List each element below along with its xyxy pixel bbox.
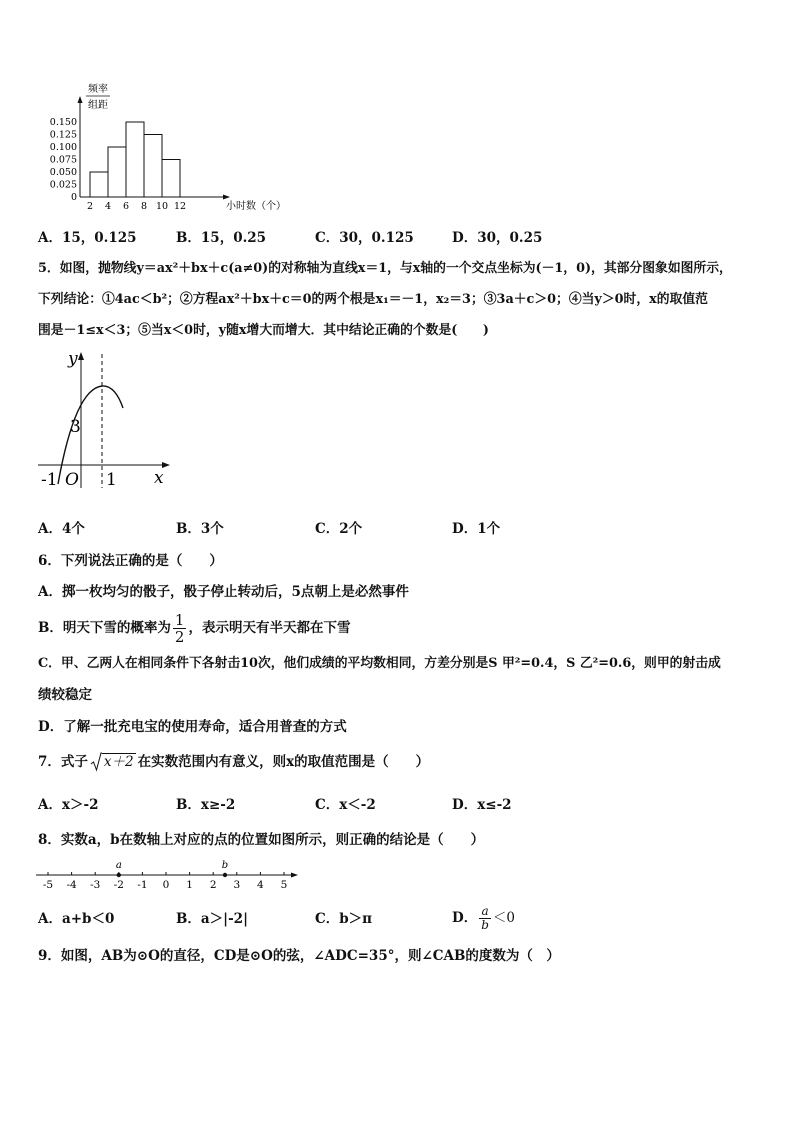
number-line-tick-label: -2: [113, 879, 124, 891]
parabola-y-label: y: [68, 349, 78, 369]
frequency-histogram: [40, 80, 286, 215]
point-b-label: b: [221, 860, 229, 871]
number-line: [36, 855, 298, 891]
q7-stem-post: 在实数范围内有意义，则x的取值范围是（ ）: [137, 754, 430, 770]
q7-option-d[interactable]: D．x≤-2: [452, 797, 512, 813]
histogram-xlabel: 小时数（个）: [226, 201, 286, 212]
histogram-x-tick-label: 12: [173, 201, 187, 212]
histogram-y-tick-label: 0.075: [49, 154, 77, 166]
q6-option-c-line2: 绩较稳定: [38, 687, 92, 703]
number-line-tick-label: 0: [162, 879, 170, 891]
parabola-three-label: 3: [70, 417, 81, 437]
q6-option-b[interactable]: [38, 611, 350, 645]
point-a-label: a: [115, 860, 122, 871]
histogram-bar: [108, 147, 126, 197]
histogram-ylabel-top: 频率: [88, 84, 108, 95]
q8-option-c[interactable]: C．b＞π: [315, 911, 373, 927]
q7-option-a[interactable]: A．x＞-2: [38, 797, 99, 813]
histogram-y-tick-label: 0.125: [49, 129, 77, 141]
q6-fraction-numerator: 1: [174, 610, 185, 629]
sqrt-radicand: x＋2: [103, 754, 134, 770]
histogram-x-arrow: [223, 195, 230, 200]
number-line-tick-label: 4: [257, 879, 264, 891]
number-line-tick-label: -1: [137, 879, 148, 891]
histogram-y-tick-label: 0: [70, 192, 77, 203]
q6-option-b-pre: B．明天下雪的概率为: [38, 620, 171, 636]
point-a-dot: [117, 873, 121, 877]
q5-option-b[interactable]: B．3个: [176, 521, 224, 537]
q8-option-d-fraction: [479, 905, 491, 932]
q6-stem: 6．下列说法正确的是（ ）: [38, 553, 223, 569]
q5-option-c[interactable]: C．2个: [315, 521, 363, 537]
histogram-x-tick-label: 6: [122, 201, 130, 212]
number-line-tick-label: -4: [66, 879, 77, 891]
q8-option-a[interactable]: A．a+b＜0: [38, 911, 115, 927]
q8-stem: 8．实数a，b在数轴上对应的点的位置如图所示，则正确的结论是（ ）: [38, 832, 485, 848]
histogram-y-arrow: [78, 96, 83, 103]
q8-option-d[interactable]: [452, 901, 515, 935]
number-line-tick-label: -5: [42, 879, 54, 891]
q9-stem: 9．如图，AB为⊙O的直径，CD是⊙O的弦，∠ADC=35°，则∠CAB的度数为（ ）: [38, 948, 560, 964]
q7-option-b[interactable]: B．x≥-2: [176, 797, 236, 813]
histogram-x-tick-label: 8: [140, 201, 148, 212]
histogram-y-tick-label: 0.050: [49, 167, 77, 178]
q5-stem-line1: 5．如图，抛物线y＝ax²＋bx＋c(a≠0)的对称轴为直线x＝1，与x轴的一个交点坐标为(－1，0)，其部分图象如图所示，: [38, 261, 732, 276]
q8-fraction-numerator: a: [481, 903, 489, 918]
q5-stem-line3: 围是－1≤x＜3；⑤当x＜0时，y随x增大而增大．其中结论正确的个数是( ): [38, 323, 489, 338]
number-line-tick-label: 1: [186, 879, 193, 891]
number-line-tick-label: -3: [90, 879, 101, 891]
q6-option-a[interactable]: A．掷一枚均匀的骰子，骰子停止转动后，5点朝上是必然事件: [38, 584, 409, 600]
q8-fraction-denominator: b: [481, 917, 489, 932]
histogram-bar: [144, 135, 162, 198]
q5-option-d[interactable]: D．1个: [452, 521, 501, 537]
histogram-x-tick-label: 4: [104, 201, 112, 212]
q4-option-a[interactable]: A．15，0.125: [38, 230, 137, 246]
parabola-origin-label: O: [65, 470, 79, 490]
number-line-arrow: [291, 873, 298, 878]
q4-option-c[interactable]: C．30，0.125: [315, 230, 414, 246]
parabola-y-arrow: [78, 352, 84, 360]
number-line-tick-label: 3: [233, 879, 241, 891]
q5-stem-line2: 下列结论：①4ac＜b²；②方程ax²＋bx＋c＝0的两个根是x₁＝－1，x₂＝3；③3a＋c＞0；④当y＞0时，x的取值范: [38, 292, 708, 307]
q8-option-b[interactable]: B．a＞|-2|: [176, 911, 248, 927]
q6-option-c-line1[interactable]: C．甲、乙两人在相同条件下各射击10次，他们成绩的平均数相同，方差分别是S 甲²=0.4，S 乙²=0.6，则甲的射击成: [38, 656, 721, 671]
q8-option-d-pre: D．: [452, 910, 478, 926]
q8-option-d-post: ＜0: [492, 910, 515, 926]
parabola-neg-one-label: -1: [41, 470, 58, 490]
parabola-graph: [36, 346, 181, 491]
sqrt-expression: [90, 753, 136, 771]
histogram-x-tick-label: 10: [155, 201, 169, 212]
q6-option-b-fraction: [173, 612, 187, 645]
histogram-bar: [162, 160, 180, 198]
q4-option-b[interactable]: B．15，0.25: [176, 230, 267, 246]
sqrt-sign-icon: [90, 752, 102, 772]
q7-stem-pre: 7．式子: [38, 754, 88, 770]
histogram-y-tick-label: 0.150: [49, 117, 77, 128]
number-line-tick-label: 5: [280, 879, 288, 891]
q4-option-d[interactable]: D．30，0.25: [452, 230, 543, 246]
q7-option-c[interactable]: C．x＜-2: [315, 797, 376, 813]
q6-option-b-post: ，表示明天有半天都在下雪: [188, 620, 351, 636]
point-b-dot: [223, 873, 227, 877]
histogram-y-tick-label: 0.025: [49, 179, 77, 191]
histogram-x-tick-label: 2: [86, 201, 94, 212]
parabola-one-label: 1: [106, 470, 117, 490]
number-line-tick-label: 2: [209, 879, 217, 891]
histogram-y-tick-label: 0.100: [49, 142, 77, 153]
q6-option-d[interactable]: D．了解一批充电宝的使用寿命，适合用普查的方式: [38, 719, 347, 735]
histogram-bar: [126, 122, 144, 197]
q5-option-a[interactable]: A．4个: [38, 521, 85, 537]
histogram-bar: [90, 172, 108, 197]
q6-fraction-denominator: 2: [174, 627, 185, 646]
q7-stem: [38, 751, 429, 773]
histogram-ylabel-bottom: 组距: [88, 100, 108, 111]
parabola-x-label: x: [154, 468, 164, 488]
